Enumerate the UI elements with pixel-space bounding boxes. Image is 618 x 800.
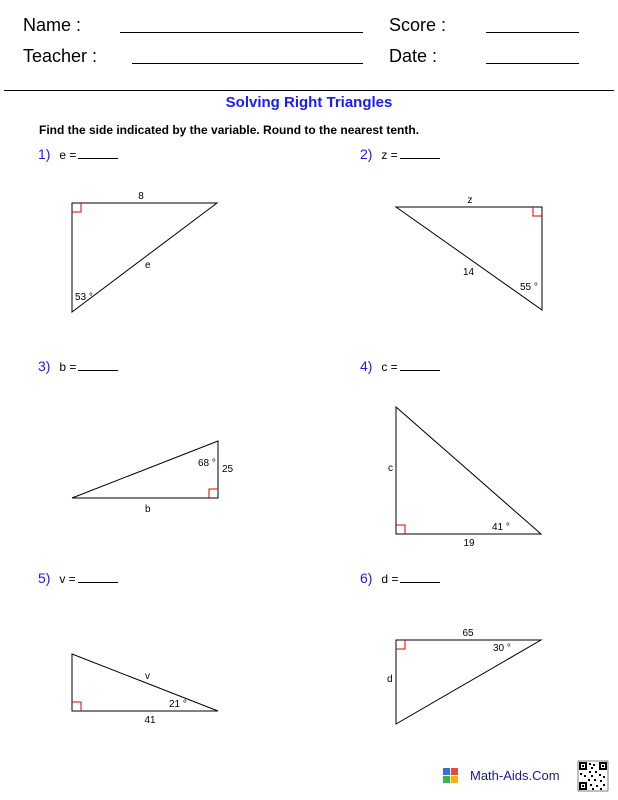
triangle-4-label-angle: 41 °	[492, 522, 510, 533]
date-label: Date :	[389, 46, 438, 66]
triangle-3-label-angle: 68 °	[198, 458, 216, 469]
triangle-6	[396, 640, 541, 724]
problem-number: 4)	[360, 358, 373, 374]
triangle-1-label-top: 8	[138, 191, 144, 202]
triangle-4-label-bottom: 19	[463, 538, 475, 549]
triangle-6-label-side: d	[387, 674, 393, 685]
problem-number: 2)	[360, 146, 373, 162]
triangle-6-label-angle: 30 °	[493, 643, 511, 654]
problem-variable: z =	[381, 148, 398, 162]
triangle-4-label-side: c	[388, 463, 393, 474]
teacher-label: Teacher :	[23, 46, 98, 66]
triangle-3-label-bottom: b	[145, 504, 151, 515]
triangle-1-label-angle: 53 °	[75, 292, 93, 303]
triangle-3-label-side: 25	[222, 464, 234, 475]
calculator-icon	[443, 768, 458, 783]
problem-number: 1)	[38, 146, 51, 162]
triangle-5-label-hypotenuse: v	[145, 671, 150, 682]
triangle-5-label-angle: 21 °	[169, 699, 187, 710]
right-angle-marker-4	[396, 525, 405, 534]
right-angle-marker-5	[72, 702, 81, 711]
triangle-2-label-top: z	[467, 195, 473, 206]
problem-variable: e =	[59, 148, 77, 162]
name-label: Name :	[23, 15, 82, 35]
triangle-5	[72, 654, 218, 711]
right-angle-marker-1	[72, 203, 81, 212]
triangle-1-label-hypotenuse: e	[145, 260, 151, 271]
triangle-3	[72, 441, 218, 498]
problem-variable: b =	[59, 360, 77, 374]
page-title: Solving Right Triangles	[225, 94, 393, 111]
problem-number: 3)	[38, 358, 51, 374]
triangle-2-label-hypotenuse: 14	[463, 267, 475, 278]
triangle-4	[396, 407, 541, 534]
instructions: Find the side indicated by the variable. Round to the nearest tenth.	[39, 123, 420, 137]
problem-number: 6)	[360, 570, 373, 586]
score-label: Score :	[389, 15, 447, 35]
right-angle-marker-3	[209, 489, 218, 498]
problem-variable: v =	[59, 572, 76, 586]
footer-brand[interactable]: Math-Aids.Com	[470, 768, 560, 783]
qr-code-icon	[578, 761, 608, 791]
triangle-5-label-bottom: 41	[144, 715, 156, 726]
problem-number: 5)	[38, 570, 51, 586]
problem-variable: d =	[381, 572, 399, 586]
right-angle-marker-2	[533, 207, 542, 216]
triangle-1	[72, 203, 217, 312]
triangle-2	[396, 207, 542, 310]
right-angle-marker-6	[396, 640, 405, 649]
triangle-6-label-top: 65	[462, 628, 474, 639]
triangle-2-label-angle: 55 °	[520, 282, 538, 293]
problem-variable: c =	[381, 360, 398, 374]
